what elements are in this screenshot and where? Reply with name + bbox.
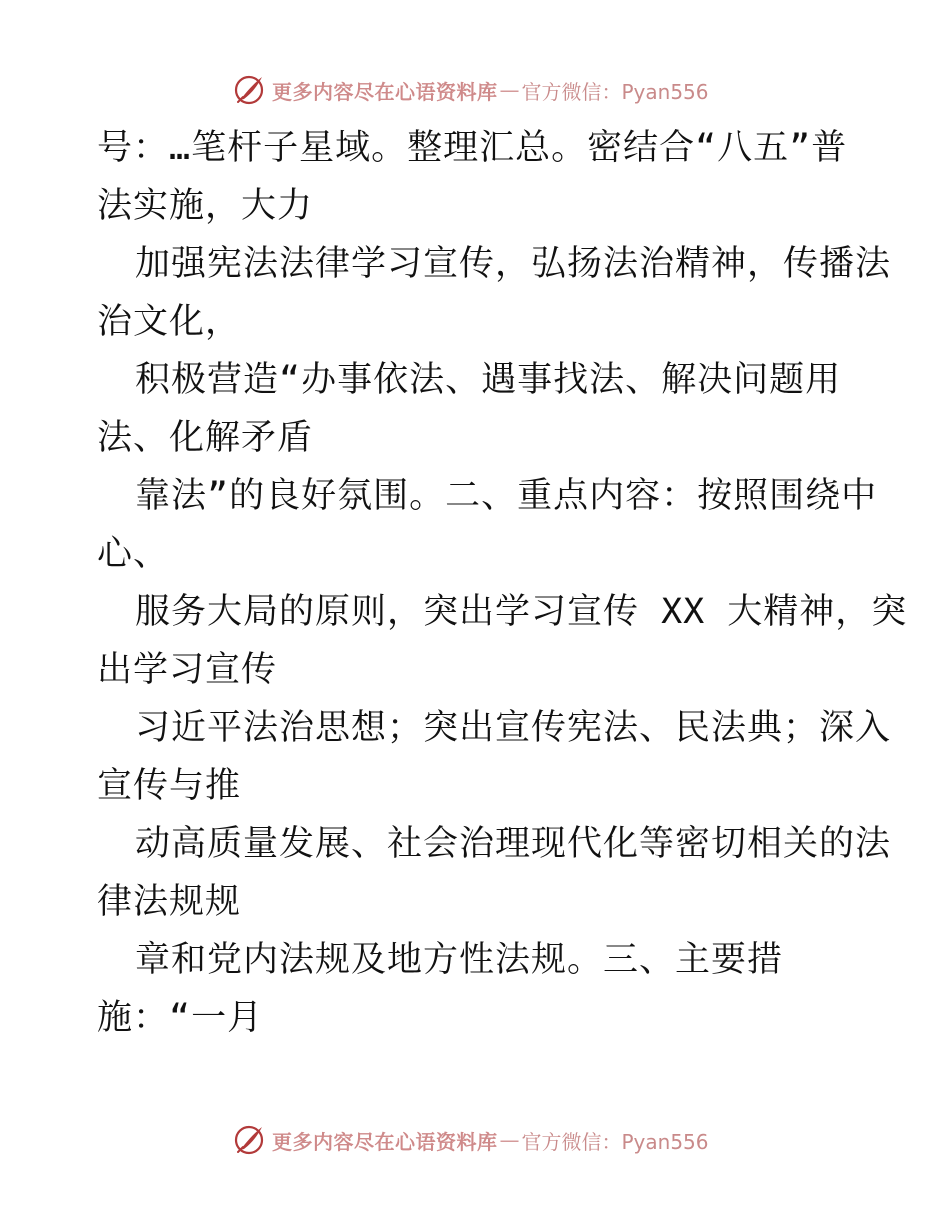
quill-pen-logo-icon xyxy=(232,1123,266,1157)
body-line: 章和党内法规及地方性法规。三、主要措 xyxy=(135,940,784,980)
banner-contact-text: 官方微信：Pyan556 xyxy=(521,79,709,104)
body-line: 靠法”的良好氛围。二、重点内容：按照围绕中 xyxy=(135,476,878,516)
body-line: 法、化解矛盾 xyxy=(97,418,314,458)
body-line: 服务大局的原则，突出学习宣传 XX 大精神，突 xyxy=(135,592,908,632)
body-line: 积极营造“办事依法、遇事找法、解决问题用 xyxy=(135,360,842,400)
quill-pen-logo-icon xyxy=(232,73,266,107)
banner-site-text: 更多内容尽在心语资料库 xyxy=(272,1129,498,1154)
body-line: 加强宪法法律学习宣传，弘扬法治精神，传播法 xyxy=(135,244,892,284)
body-line: 出学习宣传 xyxy=(97,650,278,690)
body-line: 法实施，大力 xyxy=(97,186,314,226)
footer-watermark-banner xyxy=(232,1120,709,1160)
body-line: 治文化， xyxy=(97,302,242,342)
banner-site-text: 更多内容尽在心语资料库 xyxy=(272,79,498,104)
body-line: 宣传与推 xyxy=(97,766,242,806)
body-line: 号：…笔杆子星域。整理汇总。密结合“八五”普 xyxy=(97,128,848,168)
banner-contact-text: 官方微信：Pyan556 xyxy=(521,1129,709,1154)
body-line: 习近平法治思想；突出宣传宪法、民法典；深入 xyxy=(135,708,892,748)
body-line: 动高质量发展、社会治理现代化等密切相关的法 xyxy=(135,824,892,864)
body-line: 施：“一月 xyxy=(97,998,264,1038)
banner-dash: — xyxy=(499,1128,520,1152)
banner-dash: — xyxy=(499,78,520,102)
body-line: 律法规规 xyxy=(97,882,242,922)
header-watermark-banner xyxy=(232,70,709,110)
body-text xyxy=(97,119,908,1047)
body-line: 心、 xyxy=(97,534,170,574)
